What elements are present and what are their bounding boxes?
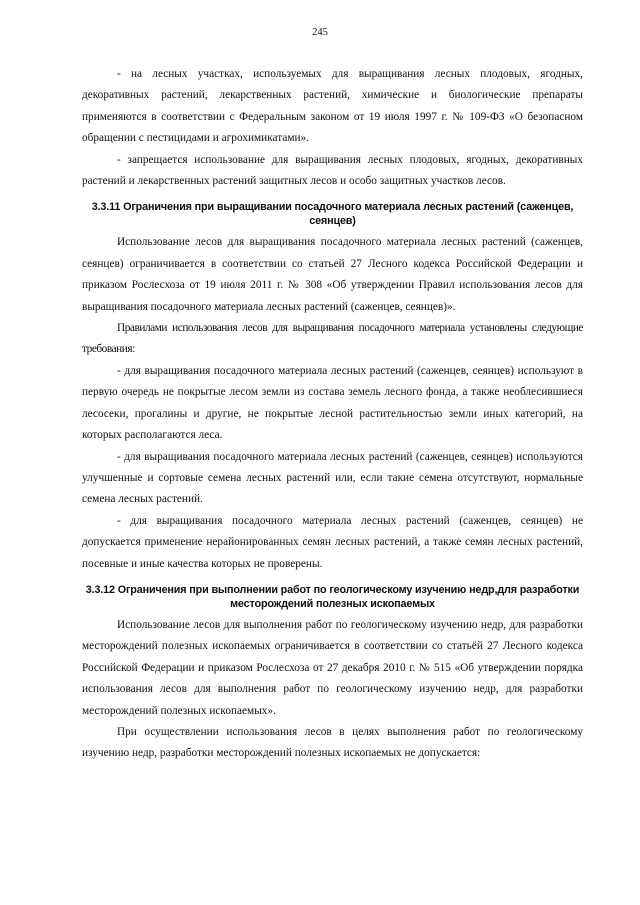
page-number: 245 — [312, 27, 328, 38]
paragraph-seedlings-rules-intro: Правилами использования лесов для выращивания посадочного материала установлены следующие требования: — [82, 322, 583, 356]
paragraph-geology-usage: Использование лесов для выполнения работ по геологическому изучению недр, для разработки месторождений полезных ископаемых ограничивается в соответствии со статьёй 27 Лесного кодекса Российской Федерации и приказом Рослесхоза от 27 декабря 2010 г. № 515 «Об утверждении порядка использования лесов для выполнения работ по геологическому изучению недр, для разработки месторождений полезных ископаемых». — [82, 618, 583, 717]
section-heading-3-3-11: 3.3.11 Ограничения при выращивании посадочного материала лесных растений (саженцев, сеянцев) — [91, 201, 574, 228]
section-heading-3-3-12: 3.3.12 Ограничения при выполнении работ по геологическому изучению недр,для разработки месторождений полезных ископаемых — [85, 583, 580, 610]
paragraph-seedlings-unzoned-seeds: - для выращивания посадочного материала лесных растений (саженцев, сеянцев) не допускается применение нерайонированных семян лесных растений, а также семян лесных растений, посевные и иные качества которых не проверены. — [82, 514, 583, 570]
paragraph-seedlings-land: - для выращивания посадочного материала лесных растений (саженцев, сеянцев) используют в первую очередь не покрытые лесом земли из состава земель лесного фонда, а также необлесившиеся лесосеки, прогалины и другие, не покрытые лесной растительностью земли иных категорий, на которых располагаются леса. — [82, 364, 583, 442]
page-content — [82, 64, 583, 765]
paragraph-geology-prohibited: При осуществлении использования лесов в целях выполнения работ по геологическому изучению недр, разработки месторождений полезных ископаемых не допускается: — [82, 725, 583, 760]
paragraph-seedlings-usage: Использование лесов для выращивания посадочного материала лесных растений (саженцев, сеянцев) ограничивается в соответствии со статьей 27 Лесного кодекса Российской Федерации и приказом Рослесхоза от 19 июля 2011 г. № 308 «Об утверждении Правил использования лесов для выращивания посадочного материала лесных растений (саженцев, сеянцев)». — [82, 236, 583, 313]
paragraph-protective-forests-ban: - запрещается использование для выращивания лесных плодовых, ягодных, декоративных растений и лекарственных растений защитных лесов и особо защитных участков лесов. — [82, 153, 583, 188]
paragraph-seedlings-seeds: - для выращивания посадочного материала лесных растений (саженцев, сеянцев) используются улучшенные и сортовые семена лесных растений или, если такие семена отсутствуют, нормальные семена лесных растений. — [82, 450, 583, 506]
paragraph-pesticides: - на лесных участках, используемых для выращивания лесных плодовых, ягодных, декоративных растений, лекарственных растений, химические и биологические препараты применяются в соответствии с Федеральным законом от 19 июля 1997 г. № 109-ФЗ «О безопасном обращении с пестицидами и агрохимикатами». — [82, 68, 583, 145]
